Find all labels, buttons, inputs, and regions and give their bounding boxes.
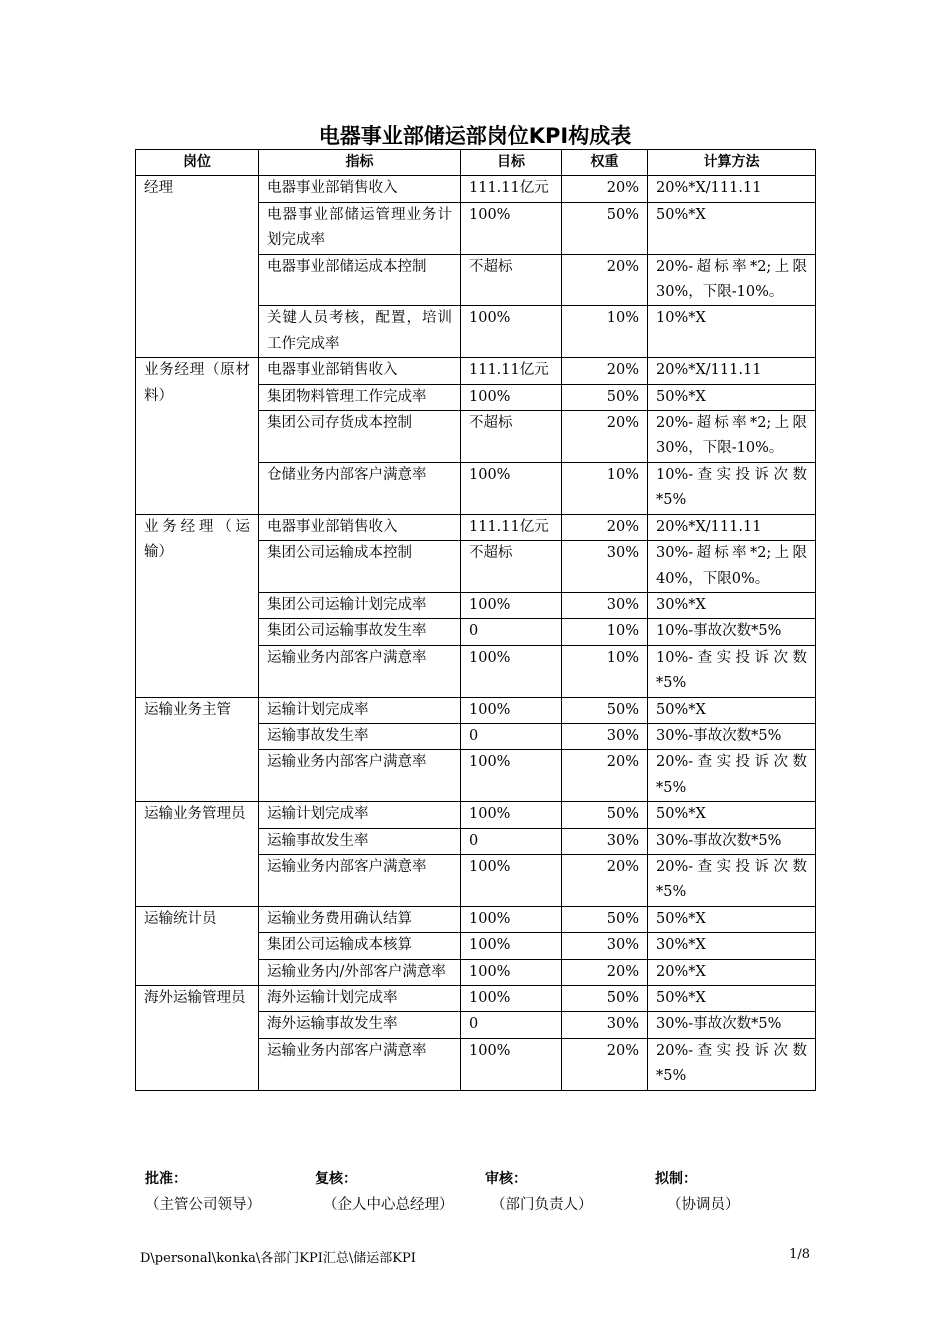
target-cell: 100%	[461, 384, 562, 410]
target-cell: 100%	[461, 462, 562, 514]
header-position: 岗位	[136, 150, 259, 176]
method-cell: 10%*X	[648, 306, 816, 358]
position-cell: 运输业务管理员	[136, 802, 259, 907]
weight-cell: 50%	[562, 802, 648, 828]
indicator-cell: 集团公司运输事故发生率	[259, 619, 461, 645]
target-cell: 100%	[461, 306, 562, 358]
method-cell: 10%-事故次数*5%	[648, 619, 816, 645]
method-cell: 20%-查实投诉次数*5%	[648, 1038, 816, 1090]
weight-cell: 50%	[562, 906, 648, 932]
position-cell: 业务经理（运输）	[136, 514, 259, 697]
table-row	[136, 986, 816, 1012]
indicator-cell: 运输事故发生率	[259, 828, 461, 854]
method-cell: 10%-查实投诉次数*5%	[648, 462, 816, 514]
header-target: 目标	[461, 150, 562, 176]
weight-cell: 10%	[562, 306, 648, 358]
weight-cell: 20%	[562, 1038, 648, 1090]
indicator-cell: 电器事业部储运成本控制	[259, 254, 461, 306]
indicator-cell: 集团公司存货成本控制	[259, 411, 461, 463]
position-cell: 海外运输管理员	[136, 986, 259, 1091]
target-cell: 100%	[461, 1038, 562, 1090]
weight-cell: 50%	[562, 986, 648, 1012]
position-cell: 运输业务主管	[136, 697, 259, 802]
target-cell: 100%	[461, 933, 562, 959]
indicator-cell: 集团公司运输计划完成率	[259, 592, 461, 618]
target-cell: 100%	[461, 854, 562, 906]
target-cell: 100%	[461, 645, 562, 697]
method-cell: 20%-超标率*2;上限30%，下限-10%。	[648, 254, 816, 306]
method-cell: 30%-事故次数*5%	[648, 1012, 816, 1038]
target-cell: 100%	[461, 592, 562, 618]
target-cell: 0	[461, 619, 562, 645]
review-note: （企人中心总经理）	[323, 1197, 454, 1213]
target-cell: 100%	[461, 802, 562, 828]
weight-cell: 10%	[562, 645, 648, 697]
target-cell: 111.11亿元	[461, 514, 562, 540]
indicator-cell: 运输业务内/外部客户满意率	[259, 959, 461, 985]
header-method: 计算方法	[648, 150, 816, 176]
table-header-row	[136, 150, 816, 176]
method-cell: 20%-查实投诉次数*5%	[648, 854, 816, 906]
method-cell: 30%*X	[648, 933, 816, 959]
target-cell: 100%	[461, 750, 562, 802]
weight-cell: 20%	[562, 176, 648, 202]
weight-cell: 30%	[562, 592, 648, 618]
signature-notes	[145, 1193, 825, 1217]
table-row	[136, 697, 816, 723]
table-row	[136, 906, 816, 932]
method-cell: 20%-查实投诉次数*5%	[648, 750, 816, 802]
method-cell: 30%-事故次数*5%	[648, 723, 816, 749]
target-cell: 111.11亿元	[461, 176, 562, 202]
target-cell: 100%	[461, 986, 562, 1012]
table-row	[136, 358, 816, 384]
target-cell: 111.11亿元	[461, 358, 562, 384]
weight-cell: 20%	[562, 959, 648, 985]
indicator-cell: 海外运输计划完成率	[259, 986, 461, 1012]
footer-file-path: D\personal\konka\各部门KPI汇总\储运部KPI	[140, 1251, 416, 1266]
kpi-table-body	[136, 176, 816, 1090]
indicator-cell: 运输业务内部客户满意率	[259, 854, 461, 906]
method-cell: 20%-超标率*2;上限30%，下限-10%。	[648, 411, 816, 463]
target-cell: 不超标	[461, 254, 562, 306]
header-indicator: 指标	[259, 150, 461, 176]
kpi-table	[135, 149, 816, 1091]
position-cell: 经理	[136, 176, 259, 358]
method-cell: 50%*X	[648, 986, 816, 1012]
target-cell: 100%	[461, 959, 562, 985]
method-cell: 50%*X	[648, 802, 816, 828]
target-cell: 不超标	[461, 541, 562, 593]
indicator-cell: 电器事业部储运管理业务计划完成率	[259, 202, 461, 254]
approve-note: （主管公司领导）	[145, 1197, 261, 1213]
method-cell: 50%*X	[648, 384, 816, 410]
indicator-cell: 电器事业部销售收入	[259, 176, 461, 202]
method-cell: 20%*X/111.11	[648, 514, 816, 540]
approve-label: 批准：	[145, 1171, 187, 1187]
target-cell: 100%	[461, 906, 562, 932]
method-cell: 50%*X	[648, 697, 816, 723]
method-cell: 50%*X	[648, 906, 816, 932]
indicator-cell: 运输业务内部客户满意率	[259, 1038, 461, 1090]
weight-cell: 30%	[562, 933, 648, 959]
signature-labels	[145, 1168, 825, 1192]
indicator-cell: 运输事故发生率	[259, 723, 461, 749]
weight-cell: 20%	[562, 254, 648, 306]
method-cell: 20%*X	[648, 959, 816, 985]
indicator-cell: 海外运输事故发生率	[259, 1012, 461, 1038]
position-cell: 业务经理（原材料）	[136, 358, 259, 514]
weight-cell: 30%	[562, 828, 648, 854]
indicator-cell: 集团公司运输成本控制	[259, 541, 461, 593]
target-cell: 不超标	[461, 411, 562, 463]
indicator-cell: 集团公司运输成本核算	[259, 933, 461, 959]
draft-note: （协调员）	[667, 1197, 740, 1213]
weight-cell: 20%	[562, 854, 648, 906]
weight-cell: 30%	[562, 723, 648, 749]
indicator-cell: 运输业务内部客户满意率	[259, 750, 461, 802]
indicator-cell: 运输计划完成率	[259, 697, 461, 723]
method-cell: 20%*X/111.11	[648, 358, 816, 384]
target-cell: 0	[461, 828, 562, 854]
weight-cell: 20%	[562, 514, 648, 540]
weight-cell: 50%	[562, 202, 648, 254]
audit-note: （部门负责人）	[491, 1197, 593, 1213]
target-cell: 0	[461, 1012, 562, 1038]
header-weight: 权重	[562, 150, 648, 176]
indicator-cell: 仓储业务内部客户满意率	[259, 462, 461, 514]
indicator-cell: 运输计划完成率	[259, 802, 461, 828]
method-cell: 50%*X	[648, 202, 816, 254]
weight-cell: 10%	[562, 462, 648, 514]
target-cell: 0	[461, 723, 562, 749]
table-row	[136, 176, 816, 202]
indicator-cell: 运输业务内部客户满意率	[259, 645, 461, 697]
method-cell: 10%-查实投诉次数*5%	[648, 645, 816, 697]
indicator-cell: 电器事业部销售收入	[259, 358, 461, 384]
weight-cell: 30%	[562, 541, 648, 593]
footer-page-number: 1/8	[789, 1247, 810, 1262]
method-cell: 30%-事故次数*5%	[648, 828, 816, 854]
method-cell: 30%-超标率*2;上限40%，下限0%。	[648, 541, 816, 593]
weight-cell: 20%	[562, 358, 648, 384]
target-cell: 100%	[461, 697, 562, 723]
weight-cell: 10%	[562, 619, 648, 645]
target-cell: 100%	[461, 202, 562, 254]
weight-cell: 20%	[562, 411, 648, 463]
weight-cell: 50%	[562, 697, 648, 723]
audit-label: 审核：	[485, 1171, 527, 1187]
method-cell: 30%*X	[648, 592, 816, 618]
weight-cell: 50%	[562, 384, 648, 410]
weight-cell: 30%	[562, 1012, 648, 1038]
indicator-cell: 集团物料管理工作完成率	[259, 384, 461, 410]
indicator-cell: 关键人员考核，配置，培训工作完成率	[259, 306, 461, 358]
review-label: 复核：	[315, 1171, 357, 1187]
table-row	[136, 514, 816, 540]
method-cell: 20%*X/111.11	[648, 176, 816, 202]
indicator-cell: 运输业务费用确认结算	[259, 906, 461, 932]
weight-cell: 20%	[562, 750, 648, 802]
table-row	[136, 802, 816, 828]
page-title: 电器事业部储运部岗位KPI构成表	[318, 124, 632, 148]
indicator-cell: 电器事业部销售收入	[259, 514, 461, 540]
position-cell: 运输统计员	[136, 906, 259, 985]
draft-label: 拟制：	[655, 1171, 697, 1187]
